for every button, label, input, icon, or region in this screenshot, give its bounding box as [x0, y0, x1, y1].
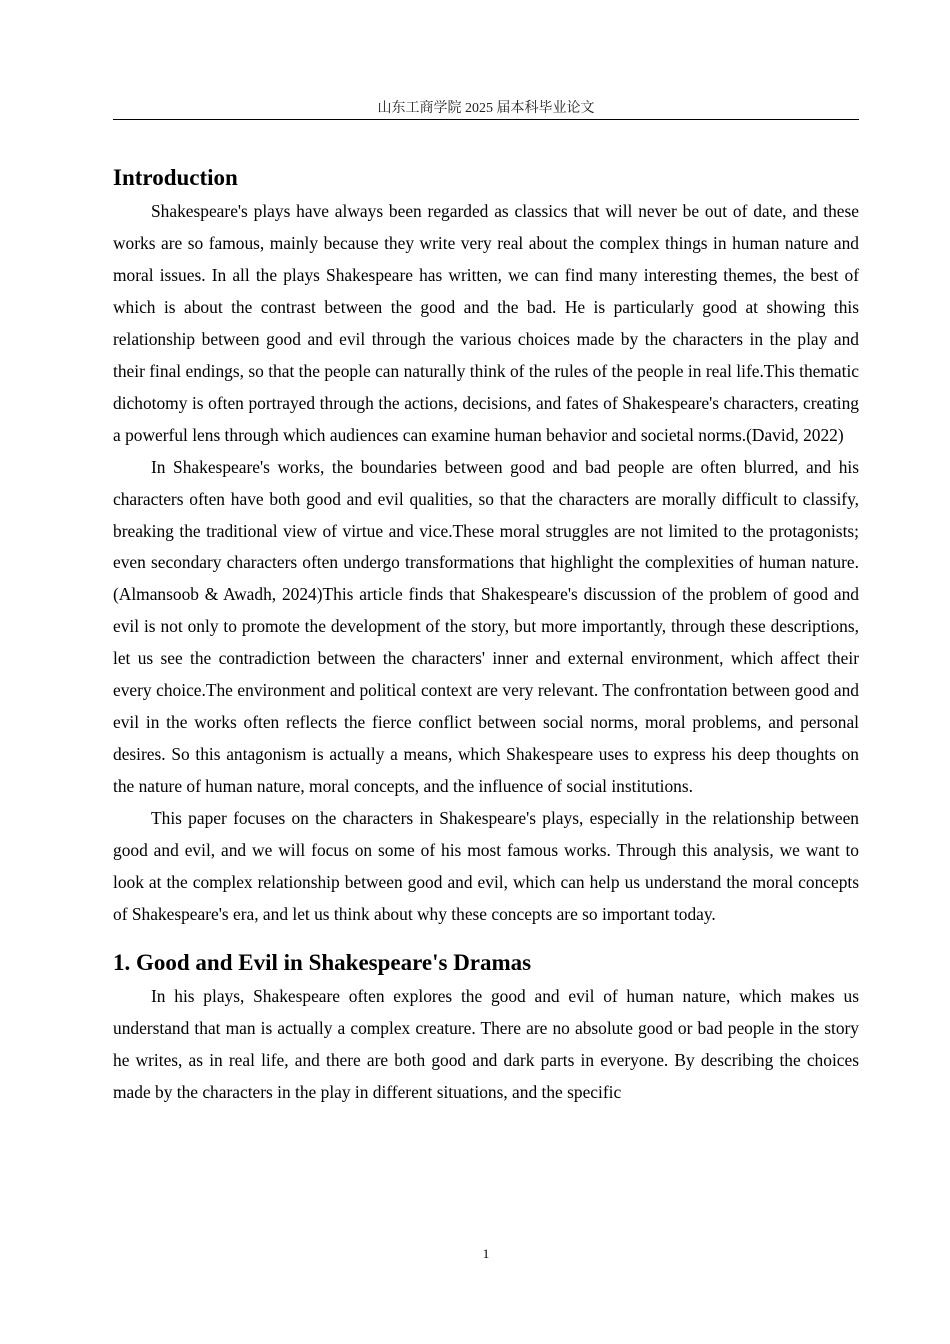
- page-number: 1: [482, 1246, 490, 1261]
- intro-paragraph-2: In Shakespeare's works, the boundaries between good and bad people are often blurred, and his characters often have both good and evil qualities, so that the characters are morally difficult to classify, breaking the traditional view of virtue and vice.These moral struggles are not limited to the protagonists; even secondary characters often undergo transformations that highlight the complexities of human nature.(Almansoob & Awadh, 2024)This article finds that Shakespeare's discussion of the problem of good and evil is not only to promote the development of the story, but more importantly, through these descriptions, let us see the contradiction between the characters' inner and external environment, which affect their every choice.The environment and political context are very relevant. The confrontation between good and evil in the works often reflects the fierce conflict between social norms, moral problems, and personal desires. So this antagonism is actually a means, which Shakespeare uses to express his deep thoughts on the nature of human nature, moral concepts, and the influence of social institutions.: [113, 456, 859, 797]
- section-1-paragraph-1: In his plays, Shakespeare often explores the good and evil of human nature, which makes us understand that man is actually a complex creature. There are no absolute good or bad people in the story he writes, as in real life, and there are both good and dark parts in everyone. By describing the choices made by the characters in the play in different situations, and the specific: [113, 985, 859, 1102]
- page-body: [113, 162, 859, 1109]
- intro-paragraph-1: Shakespeare's plays have always been regarded as classics that will never be out of date, and these works are so famous, mainly because they write very real about the complex things in human nature and moral issues. In all the plays Shakespeare has written, we can find many interesting themes, the best of which is about the contrast between the good and the bad. He is particularly good at showing this relationship between good and evil through the various choices made by the characters in the play and their final endings, so that the people can naturally think of the rules of the people in real life.This thematic dichotomy is often portrayed through the actions, decisions, and fates of Shakespeare's characters, creating a powerful lens through which audiences can examine human behavior and societal norms.(David, 2022): [113, 201, 859, 445]
- header-rule: [113, 119, 859, 120]
- running-header: 山东工商学院 2025 届本科毕业论文: [377, 101, 595, 116]
- introduction-heading: Introduction: [113, 165, 238, 190]
- intro-paragraph-3: This paper focuses on the characters in Shakespeare's plays, especially in the relationship between good and evil, and we will focus on some of his most famous works. Through this analysis, we want to look at the complex relationship between good and evil, which can help us understand the moral concepts of Shakespeare's era, and let us think about why these concepts are so important today.: [113, 808, 859, 924]
- section-1-heading: 1. Good and Evil in Shakespeare's Dramas: [113, 949, 532, 975]
